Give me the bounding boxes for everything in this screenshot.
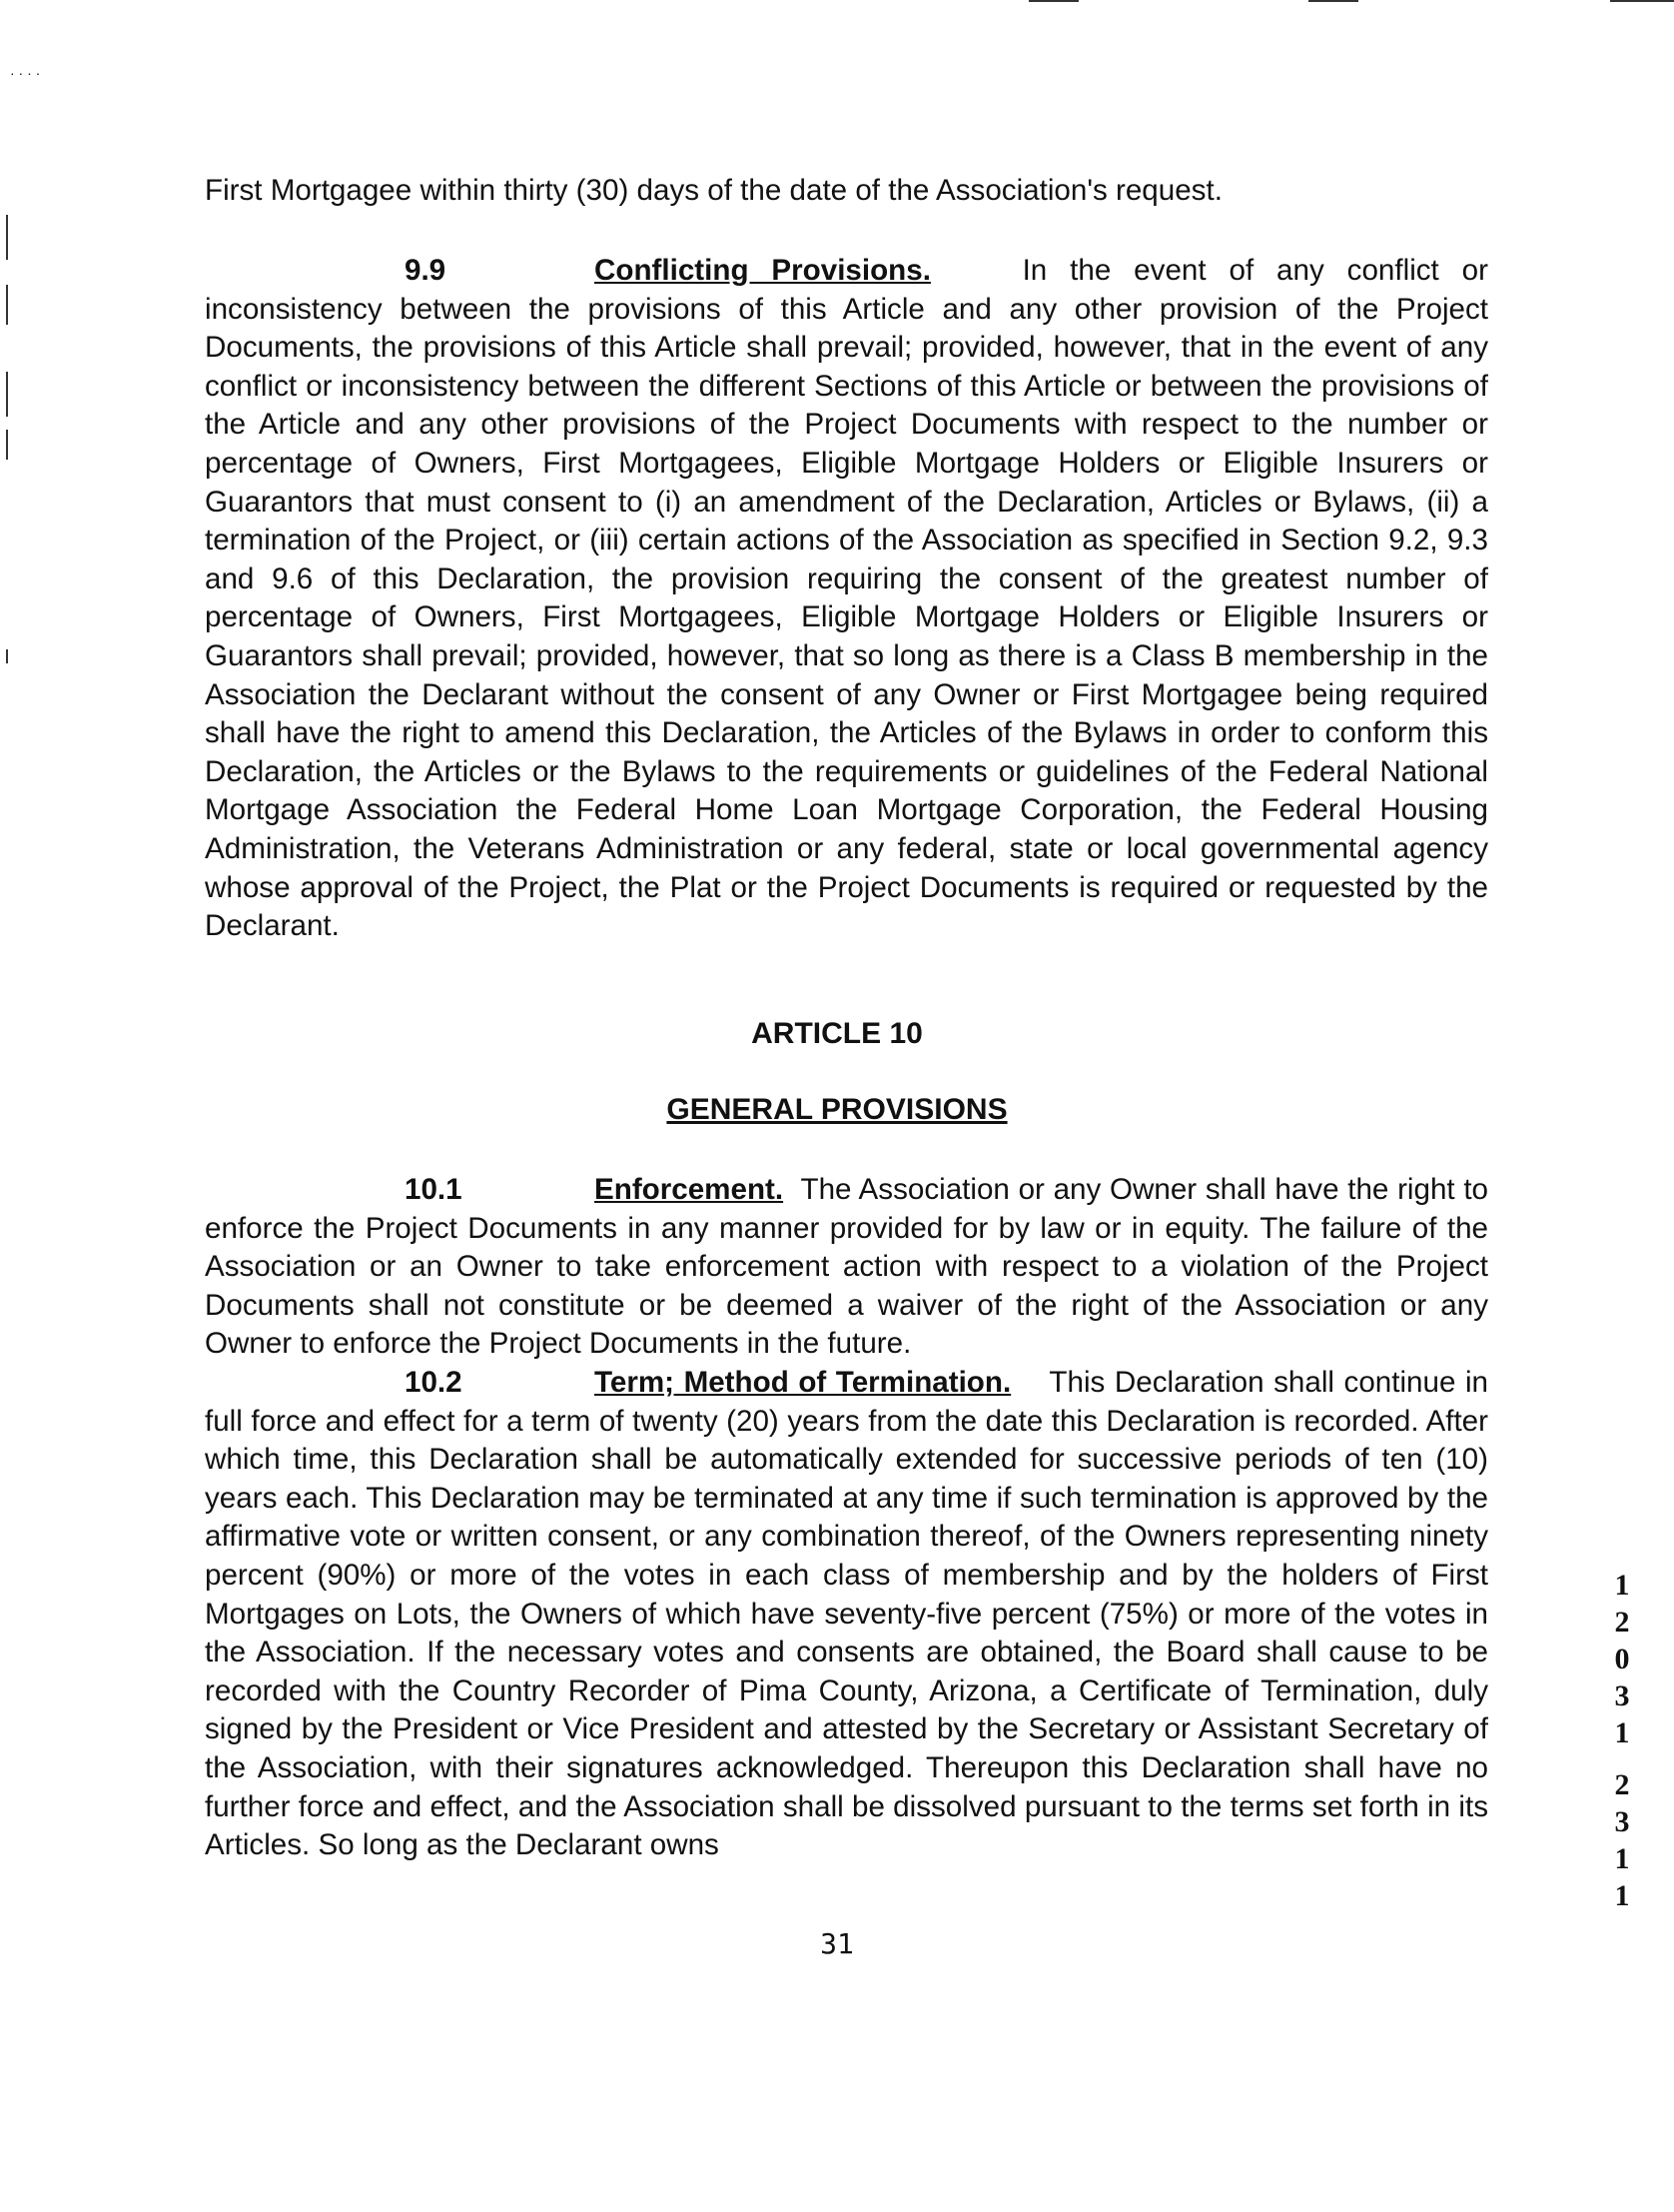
section-number: 10.2 [405, 1366, 462, 1399]
stamp-digit: 1 [1614, 1716, 1630, 1749]
stamp-digit: 0 [1614, 1643, 1630, 1675]
stamp-digit: 1 [1614, 1842, 1630, 1875]
margin-stamp-group-2 [1610, 1766, 1634, 1914]
section-number: 10.1 [405, 1173, 462, 1206]
scan-margin-mark [6, 372, 8, 417]
section-title: Conflicting Provisions. [594, 254, 931, 287]
margin-stamp-group-1 [1610, 1567, 1634, 1751]
section-body: In the event of any conflict or inconsistency between the provisions of this Article and any other provision of the Project Documents, the provisions of this Article shall prevail; provided, however, that in the event of any conflict or inconsistency between the different Sections of this Article or between the provisions of the Article and any other provisions of the Project Documents with respect to the number or percentage of Owners, First Mortgagees, Eligible Mortgage Holders or Eligible Insurers or Guarantors that must consent to (i) an amendment of the Declaration, Articles or Bylaws, (ii) a termination of the Project, or (iii) certain actions of the Association as specified in Section 9.2, 9.3 and 9.6 of this Declaration, the provision requiring the consent of the greatest number of percentage of Owners, First Mortgagees, Eligible Mortgage Holders or Eligible Insurers or Guarantors shall prevail; provided, however, that so long as there is a Class B membership in the Association the Declarant without the consent of any Owner or First Mortgagee being required shall have the right to amend this Declaration, the Articles of the Bylaws in order to conform this Declaration, the Articles or the Bylaws to the requirements or guidelines of the Federal National Mortgage Association the Federal Home Loan Mortgage Corporation, the Federal Housing Administration, the Veterans Administration or any federal, state or local governmental agency whose approval of the Project, the Plat or the Project Documents is required or requested by the Declarant. [205, 254, 1488, 943]
stamp-digit: 3 [1614, 1679, 1630, 1712]
section-title: Term; Method of Termination. [594, 1366, 1012, 1399]
scan-edge-line [1029, 0, 1079, 2]
scan-margin-mark [6, 285, 8, 325]
scan-speck: · · · · [10, 65, 41, 81]
section-number: 9.9 [405, 254, 446, 287]
section-10-1 [205, 1171, 1488, 1364]
page-number: 31 [820, 1927, 854, 1960]
article-subheading: GENERAL PROVISIONS [666, 1093, 1008, 1126]
section-10-2 [205, 1364, 1488, 1865]
section-9-9-paragraph [205, 252, 1488, 946]
stamp-digit: 2 [1614, 1768, 1630, 1801]
section-body: The Association or any Owner shall have the right to enforce the Project Documents in any manner provided for by law or in equity. The failure of the Association or an Owner to take enforcement action with respect to a violation of the Project Documents shall not constitute or be deemed a waiver of the right of the Association or any Owner to enforce the Project Documents in the future. [205, 1173, 1489, 1361]
scan-edge-line [1308, 0, 1358, 2]
scan-margin-mark [6, 430, 8, 460]
section-10-1-paragraph [205, 1171, 1488, 1364]
section-10-2-paragraph [205, 1364, 1488, 1865]
section-body: This Declaration shall continue in full force and effect for a term of twenty (20) years from the date this Declaration is recorded. After which time, this Declaration shall be automatically extended for successive periods of ten (10) years each. This Declaration may be terminated at any time if such termination is approved by the affirmative vote or written consent, or any combination thereof, of the Owners representing ninety percent (90%) or more of the votes in each class of membership and by the holders of First Mortgages on Lots, the Owners of which have seventy-five percent (75%) or more of the votes in the Association. If the necessary votes and consents are obtained, the Board shall cause to be recorded with the Country Recorder of Pima County, Arizona, a Certificate of Termination, duly signed by the President or Vice President and attested by the Secretary or Assistant Secretary of the Association, with their signatures acknowledged. Thereupon this Declaration shall have no further force and effect, and the Association shall be dissolved pursuant to the terms set forth in its Articles. So long as the Declarant owns [205, 1366, 1489, 1862]
top-paragraph: First Mortgagee within thirty (30) days of the date of the Association's request. [205, 174, 1223, 207]
stamp-digit: 1 [1614, 1569, 1630, 1602]
top-paragraph-block [205, 172, 1488, 211]
section-9-9 [205, 252, 1488, 946]
stamp-digit: 3 [1614, 1805, 1630, 1838]
stamp-digit: 2 [1614, 1606, 1630, 1639]
scan-margin-mark [6, 215, 8, 260]
article-heading: ARTICLE 10 [751, 1017, 923, 1050]
scan-edge-line [1610, 0, 1674, 2]
scan-margin-mark [6, 649, 8, 663]
section-title: Enforcement. [594, 1173, 784, 1206]
stamp-digit: 1 [1614, 1879, 1630, 1912]
